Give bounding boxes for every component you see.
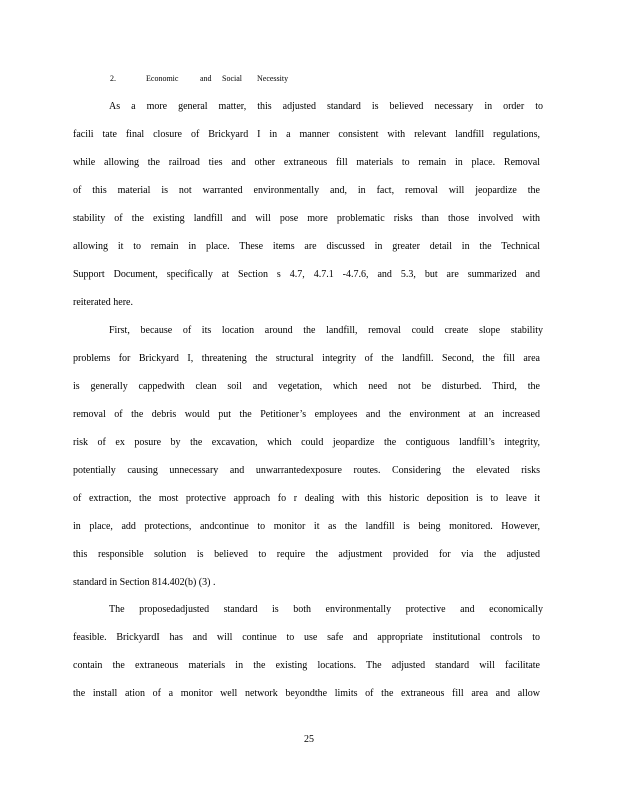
text-line: removal of the debris would put the Petitioner’s employees and the environment at an increased xyxy=(73,409,540,420)
text-line: this responsible solution is believed to require the adjustment provided for via the adjusted xyxy=(73,549,540,560)
text-line: potentially causing unnecessary and unwarrantedexposure routes. Considering the elevated risks xyxy=(73,465,540,476)
text-line: while allowing the railroad ties and other extraneous fill materials to remain in place. Removal xyxy=(73,157,540,168)
text-line: As a more general matter, this adjusted standard is believed necessary in order to xyxy=(109,101,543,112)
text-line: of this material is not warranted environmentally and, in fact, removal will jeopardize the xyxy=(73,185,540,196)
text-line: risk of ex posure by the excavation, which could jeopardize the contiguous landfill’s integrity, xyxy=(73,437,540,448)
text-line: reiterated here. xyxy=(73,297,133,308)
text-line: standard in Section 814.402(b) (3) . xyxy=(73,577,216,588)
text-line: The proposedadjusted standard is both environmentally protective and economically xyxy=(109,604,543,615)
text-line: allowing it to remain in place. These items are discussed in greater detail in the Technical xyxy=(73,241,540,252)
text-line: contain the extraneous materials in the existing locations. The adjusted standard will facilitate xyxy=(73,660,540,671)
text-line: the install ation of a monitor well network beyondthe limits of the extraneous fill area and allow xyxy=(73,688,540,699)
text-line: First, because of its location around the landfill, removal could create slope stability xyxy=(109,325,543,336)
heading-word: Economic xyxy=(146,74,179,83)
text-line: feasible. BrickyardI has and will continue to use safe and appropriate institutional controls to xyxy=(73,632,540,643)
heading-word: Social xyxy=(222,74,242,83)
text-line: of extraction, the most protective approach fo r dealing with this historic deposition is to leave it xyxy=(73,493,540,504)
text-line: is generally cappedwith clean soil and vegetation, which need not be disturbed. Third, the xyxy=(73,381,540,392)
section-heading xyxy=(110,73,288,85)
text-line: problems for Brickyard I, threatening the structural integrity of the landfill. Second, the fill area xyxy=(73,353,540,364)
heading-word: and xyxy=(200,74,212,83)
section-number: 2. xyxy=(110,74,116,83)
text-line: Support Document, specifically at Section s 4.7, 4.7.1 -4.7.6, and 5.3, but are summarized and xyxy=(73,269,540,280)
text-line: in place, add protections, andcontinue to monitor it as the landfill is being monitored. However, xyxy=(73,521,540,532)
page-number: 25 xyxy=(304,734,314,745)
text-line: facili tate final closure of Brickyard I in a manner consistent with relevant landfill regulations, xyxy=(73,129,540,140)
heading-word: Necessity xyxy=(257,74,289,83)
text-line: stability of the existing landfill and will pose more problematic risks than those involved with xyxy=(73,213,540,224)
